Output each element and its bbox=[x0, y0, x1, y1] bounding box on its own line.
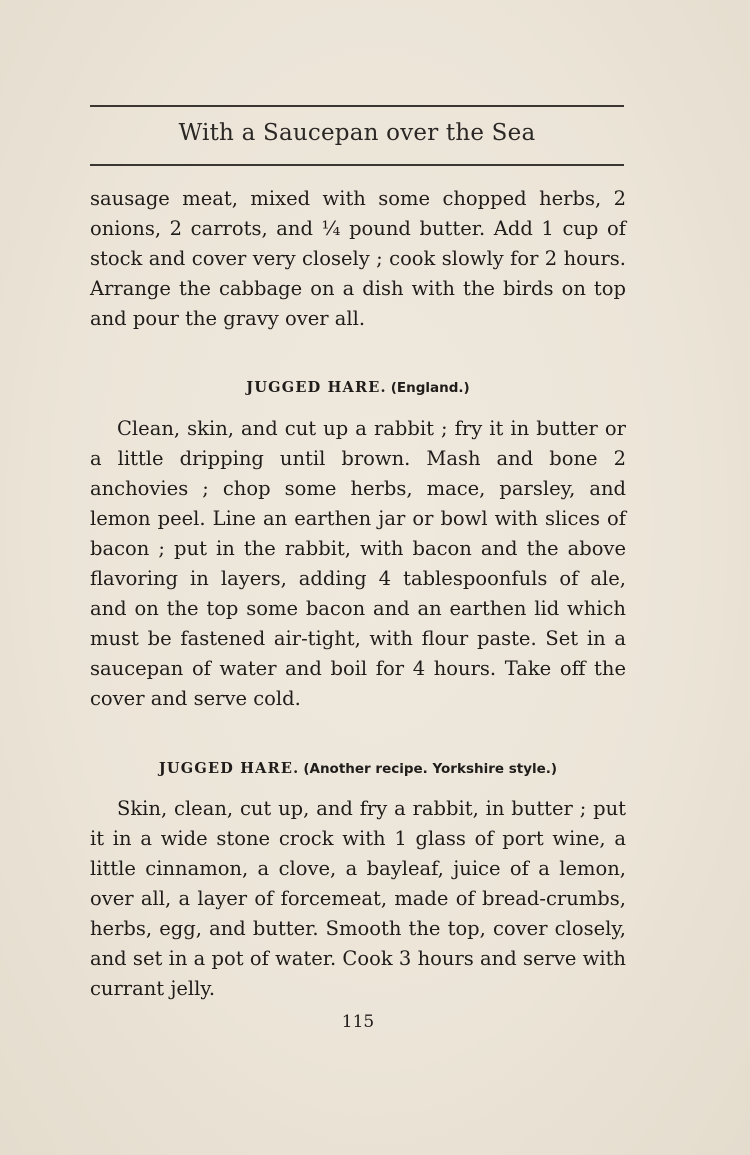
recipe-heading-1 bbox=[90, 379, 626, 396]
recipe-note-1: (England.) bbox=[390, 380, 470, 396]
continued-paragraph: sausage meat, mixed with some chopped herbs, 2 onions, 2 carrots, and ¼ pound butter. Add 1 cup of stock and cover very closely ; cook slowly for 2 hours. Arrange the cabbage on a dish with the birds on top and pour the gravy over all. bbox=[90, 187, 626, 330]
recipe-note-2: (Another recipe. Yorkshire style.) bbox=[303, 761, 558, 777]
recipe-text-2: Skin, clean, cut up, and fry a rabbit, in butter ; put it in a wide stone crock with 1 glass of port wine, a little cinnamon, a clove, a bayleaf, juice of a lemon, over all, a layer of forcemeat, made of bread-crumbs, herbs, egg, and butter. Smooth the top, cover closely, and set in a pot of water. Cook 3 hours and serve with currant jelly. bbox=[90, 797, 626, 1000]
recipe-heading-2 bbox=[90, 760, 626, 777]
continued-paragraph-block bbox=[90, 184, 626, 334]
recipe-title-1: JUGGED HARE. bbox=[246, 379, 387, 396]
recipe-title-2: JUGGED HARE. bbox=[158, 760, 300, 777]
running-head: With a Saucepan over the Sea bbox=[178, 120, 536, 146]
recipe-body-block-2 bbox=[90, 794, 626, 1004]
recipe-body-block-1 bbox=[90, 414, 626, 714]
page-number: 115 bbox=[341, 1012, 375, 1032]
recipe-text-1: Clean, skin, and cut up a rabbit ; fry it in butter or a little dripping until brown. Mash and bone 2 anchovies ; chop some herbs, mace, parsley, and lemon peel. Line an earthen jar or bowl with slices of bacon ; put in the rabbit, with bacon and the above flavoring in layers, adding 4 tablespoonfuls of ale, and on the top some bacon and an earthen lid which must be fastened air-tight, with flour paste. Set in a saucepan of water and boil for 4 hours. Take off the cover and serve cold. bbox=[90, 417, 626, 710]
header-rule-top bbox=[90, 105, 624, 107]
header-rule-bottom bbox=[90, 164, 624, 166]
